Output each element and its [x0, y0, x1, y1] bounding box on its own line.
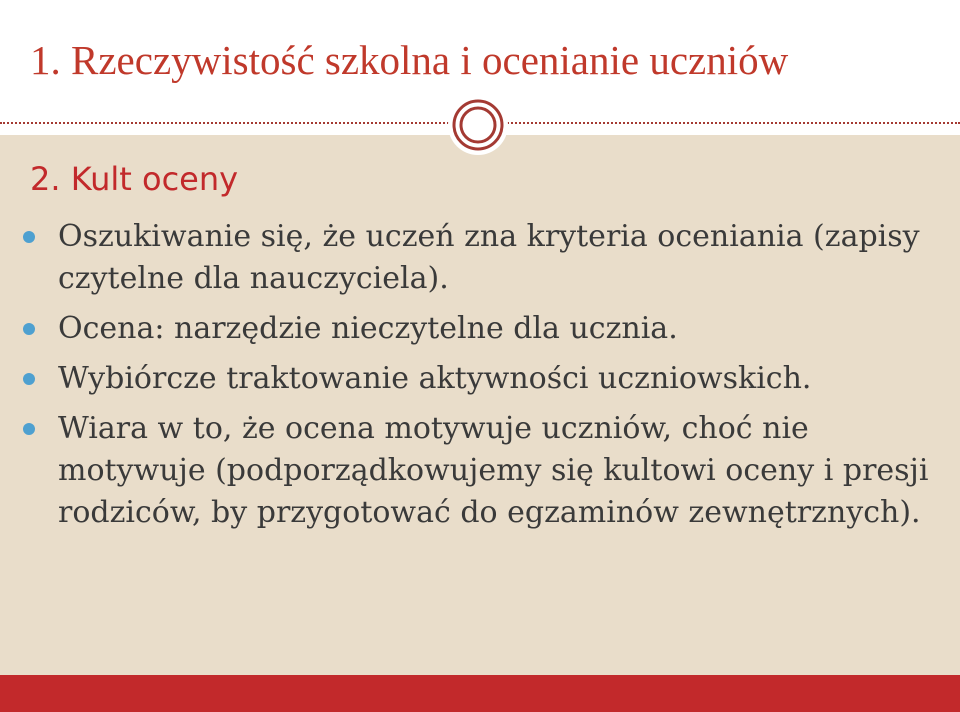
bullet-dot-icon — [23, 423, 35, 435]
bullet-text: Ocena: narzędzie nieczytelne dla ucznia. — [58, 311, 678, 346]
bullet-dot-icon — [23, 373, 35, 385]
bullet-dot-icon — [23, 323, 35, 335]
bullet-text: Wiara w to, że ocena motywuje uczniów, choć nie motywuje (podporządkowujemy się kultowi oceny i presji rodziców, by przygotować do egzaminów zewnętrznych). — [58, 411, 929, 530]
bullet-dot-icon — [23, 231, 35, 243]
footer-bar — [0, 675, 960, 712]
bullet-text: Wybiórcze traktowanie aktywności uczniowskich. — [58, 361, 812, 396]
bullet-item — [58, 408, 938, 534]
bullet-item — [58, 216, 938, 300]
bullet-item — [58, 308, 938, 350]
bullet-item — [58, 358, 938, 400]
bullet-text: Oszukiwanie się, że uczeń zna kryteria oceniania (zapisy czytelne dla nauczyciela). — [58, 219, 920, 296]
slide-title: 1. Rzeczywistość szkolna i ocenianie uczniów — [30, 37, 789, 83]
bullet-list — [58, 216, 938, 542]
section-subheading: 2. Kult oceny — [30, 160, 239, 198]
double-ring-icon — [446, 93, 510, 157]
